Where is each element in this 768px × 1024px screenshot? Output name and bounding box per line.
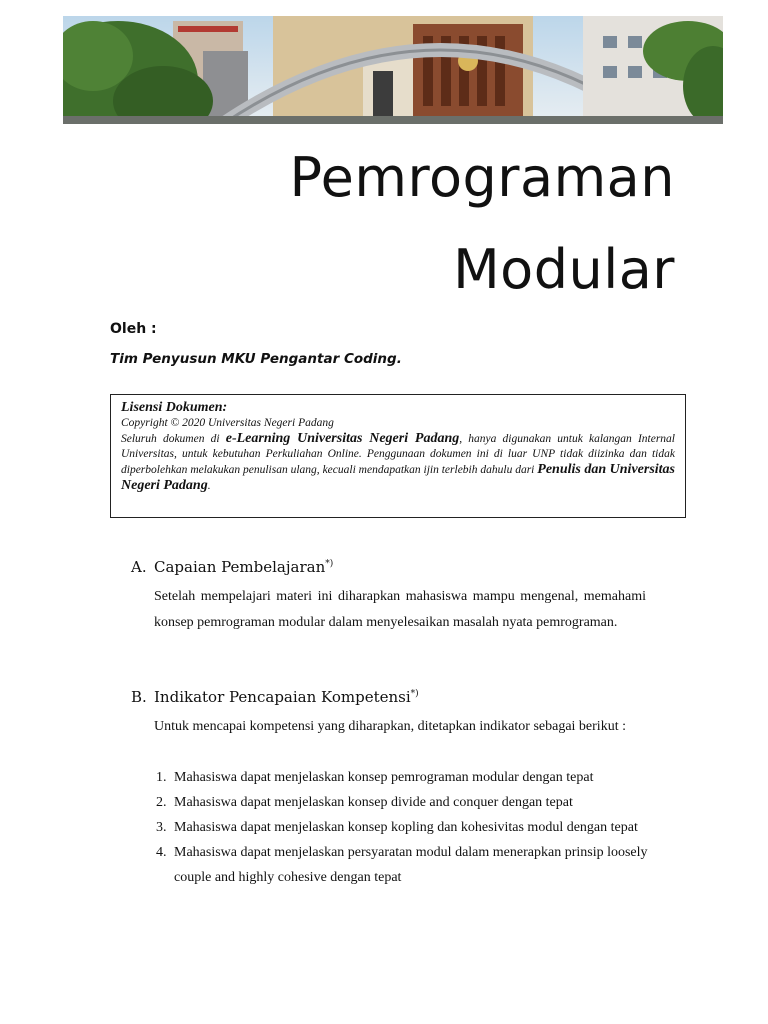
section-b-heading [131,688,419,706]
list-item-text: Mahasiswa dapat menjelaskan konsep pemrograman modular dengan tepat [174,770,594,785]
list-item-number: 1. [156,770,167,785]
section-b-letter: B. [131,688,147,706]
license-emphasis-elearning: e-Learning Universitas Negeri Padang [225,431,460,446]
list-item-text: Mahasiswa dapat menjelaskan konsep kopling dan kohesivitas modul dengan tepat [174,820,638,835]
list-item-text: Mahasiswa dapat menjelaskan persyaratan modul dalam menerapkan prinsip loosely couple and highly cohesive dengan tepat [174,845,648,885]
license-text-start: Seluruh dokumen di [121,433,226,445]
author-name: Tim Penyusun MKU Pengantar Coding. [110,351,402,367]
indicator-list [154,765,654,890]
license-title: Lisensi Dokumen: [121,400,228,415]
list-item-number: 2. [156,795,167,810]
section-b-mark: *) [410,689,419,699]
section-a-letter: A. [131,558,147,576]
list-item-number: 3. [156,820,167,835]
license-text-end: . [207,480,211,492]
list-item-text: Mahasiswa dapat menjelaskan konsep divide and conquer dengan tepat [174,795,573,810]
document-title-line-1: Pemrograman [289,146,675,209]
author-label: Oleh : [110,321,157,337]
list-item-number: 4. [156,845,167,860]
section-a-text: Setelah mempelajari materi ini diharapkan mahasiswa mampu mengenal, memahami konsep pemrograman modular dalam menyelesaikan masalah nyata pemrograman. [154,589,646,630]
license-box [110,394,686,518]
list-item [154,815,654,840]
license-copyright: Copyright © 2020 Universitas Negeri Padang [121,417,334,429]
license-emphasis-author: Penulis dan Universitas Negeri Padang [121,462,675,493]
list-item [154,840,654,890]
section-b-title: Indikator Pencapaian Kompetensi [154,688,411,706]
list-item [154,765,654,790]
license-text-middle: , hanya digunakan untuk kalangan Internal Universitas, untuk kebutuhan Perkuliahan Online. Penggunaan dokumen ini di luar UNP tidak diizinka dan tidak diperbolehkan melakukan penulisan ulang, kecuali mendapatkan ijin terlebih dahulu dari [121,433,675,476]
header-banner-image [63,16,723,124]
section-a-mark: *) [325,559,334,569]
list-item [154,790,654,815]
section-a-heading [131,558,333,576]
license-text [121,431,675,494]
section-a-title: Capaian Pembelajaran [154,558,326,576]
section-b-text: Untuk mencapai kompetensi yang diharapkan, ditetapkan indikator sebagai berikut : [154,719,626,734]
document-title-line-2: Modular [453,238,675,301]
